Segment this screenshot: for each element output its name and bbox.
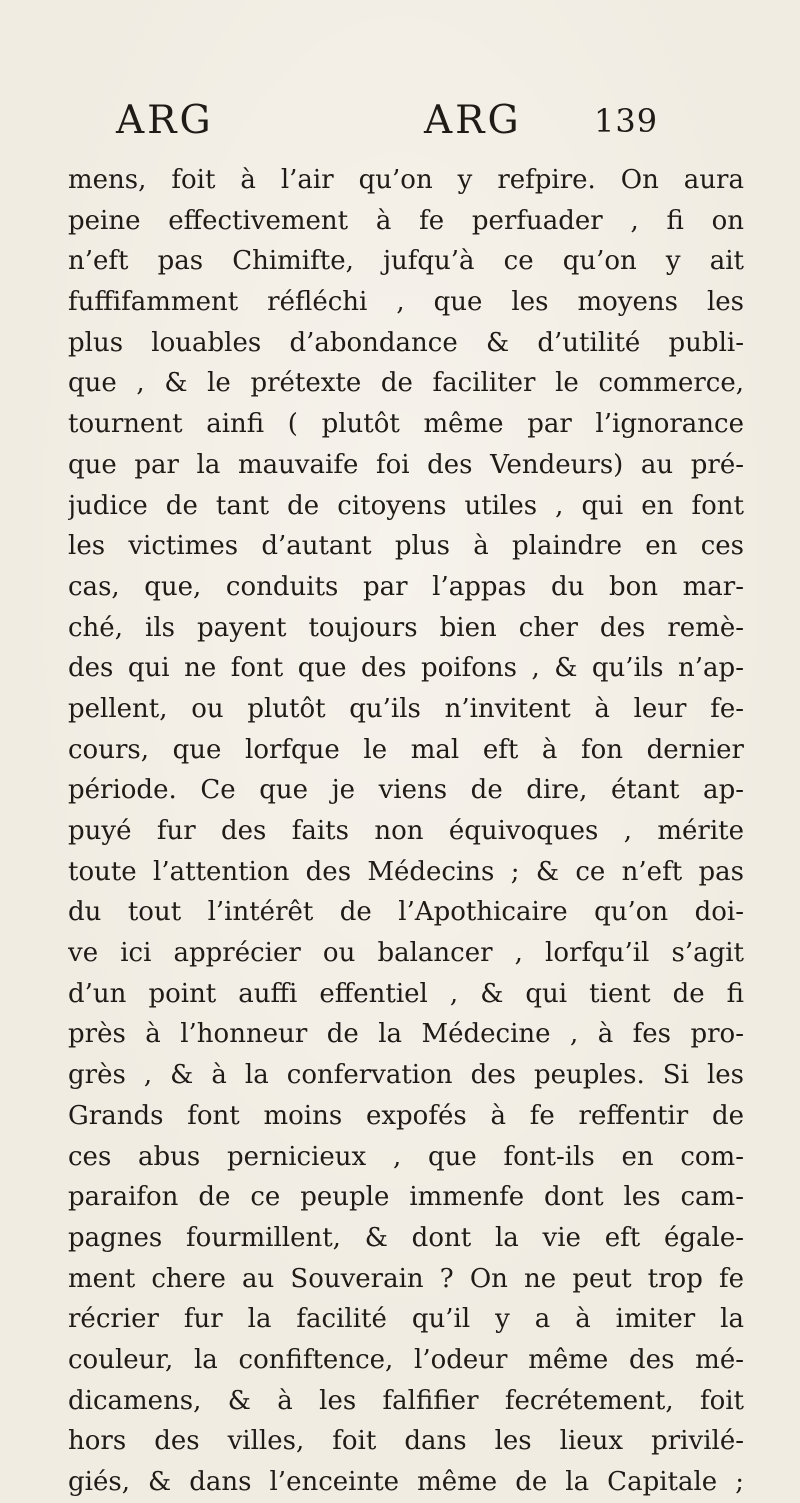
text-line: cours, que lorfque le mal eft à fon dernier — [68, 734, 744, 765]
text-line: les victimes d’autant plus à plaindre en ces — [68, 531, 744, 562]
text-line: peine effectivement à fe perfuader , fi on — [68, 205, 744, 236]
text-line: ces abus pernicieux , que font-ils en com- — [68, 1141, 744, 1172]
text-line: giés, & dans l’enceinte même de la Capitale ; — [68, 1467, 744, 1497]
running-head-left: ARG — [116, 98, 214, 143]
text-line: du tout l’intérêt de l’Apothicaire qu’on doi- — [68, 897, 744, 928]
running-head-right: ARG — [424, 98, 522, 143]
text-line: dicamens, & à les falfifier fecrétement, foit — [68, 1385, 744, 1416]
text-line: cas, que, conduits par l’appas du bon mar- — [68, 571, 744, 602]
text-line: ché, ils payent toujours bien cher des remè- — [68, 612, 744, 643]
text-line: que par la mauvaife foi des Vendeurs) au pré- — [68, 449, 744, 480]
text-line: ve ici apprécier ou balancer , lorfqu’il s’agit — [68, 938, 744, 969]
text-line: d’un point auffi effentiel , & qui tient de fi — [68, 978, 744, 1009]
text-line: paraifon de ce peuple immenfe dont les cam- — [68, 1182, 744, 1213]
text-line: puyé fur des faits non équivoques , mérite — [68, 816, 744, 846]
text-line: fuffifamment réfléchi , que les moyens les — [68, 287, 744, 318]
text-line: toute l’attention des Médecins ; & ce n’eft pas — [68, 856, 744, 887]
text-line: judice de tant de citoyens utiles , qui en font — [68, 490, 744, 521]
text-line: mens, foit à l’air qu’on y refpire. On aura — [68, 165, 744, 195]
text-line: près à l’honneur de la Médecine , à fes pro- — [68, 1019, 744, 1050]
running-head — [0, 98, 800, 148]
text-line: période. Ce que je viens de dire, étant ap- — [68, 775, 744, 806]
text-line: que , & le prétexte de faciliter le commerce, — [68, 368, 744, 399]
body-text — [68, 160, 744, 1503]
text-line: hors des villes, foit dans les lieux privilé- — [68, 1426, 744, 1457]
text-line: plus louables d’abondance & d’utilité publi- — [68, 327, 744, 358]
page-number: 139 — [594, 102, 659, 140]
text-line: Grands font moins expofés à fe reffentir de — [68, 1100, 744, 1131]
text-line: grès , & à la confervation des peuples. Si les — [68, 1060, 744, 1091]
text-line: pellent, ou plutôt qu’ils n’invitent à leur fe- — [68, 693, 744, 724]
text-line: ment chere au Souverain ? On ne peut trop fe — [68, 1263, 744, 1294]
text-line: couleur, la confiftence, l’odeur même des mé- — [68, 1344, 744, 1375]
text-line: tournent ainfi ( plutôt même par l’ignorance — [68, 409, 744, 440]
text-line: pagnes fourmillent, & dont la vie eft égale- — [68, 1222, 744, 1253]
text-line: n’eft pas Chimifte, jufqu’à ce qu’on y ait — [68, 246, 744, 277]
text-line: des qui ne font que des poifons , & qu’ils n’ap- — [68, 653, 744, 684]
text-line: récrier fur la facilité qu’il y a à imiter la — [68, 1304, 744, 1335]
